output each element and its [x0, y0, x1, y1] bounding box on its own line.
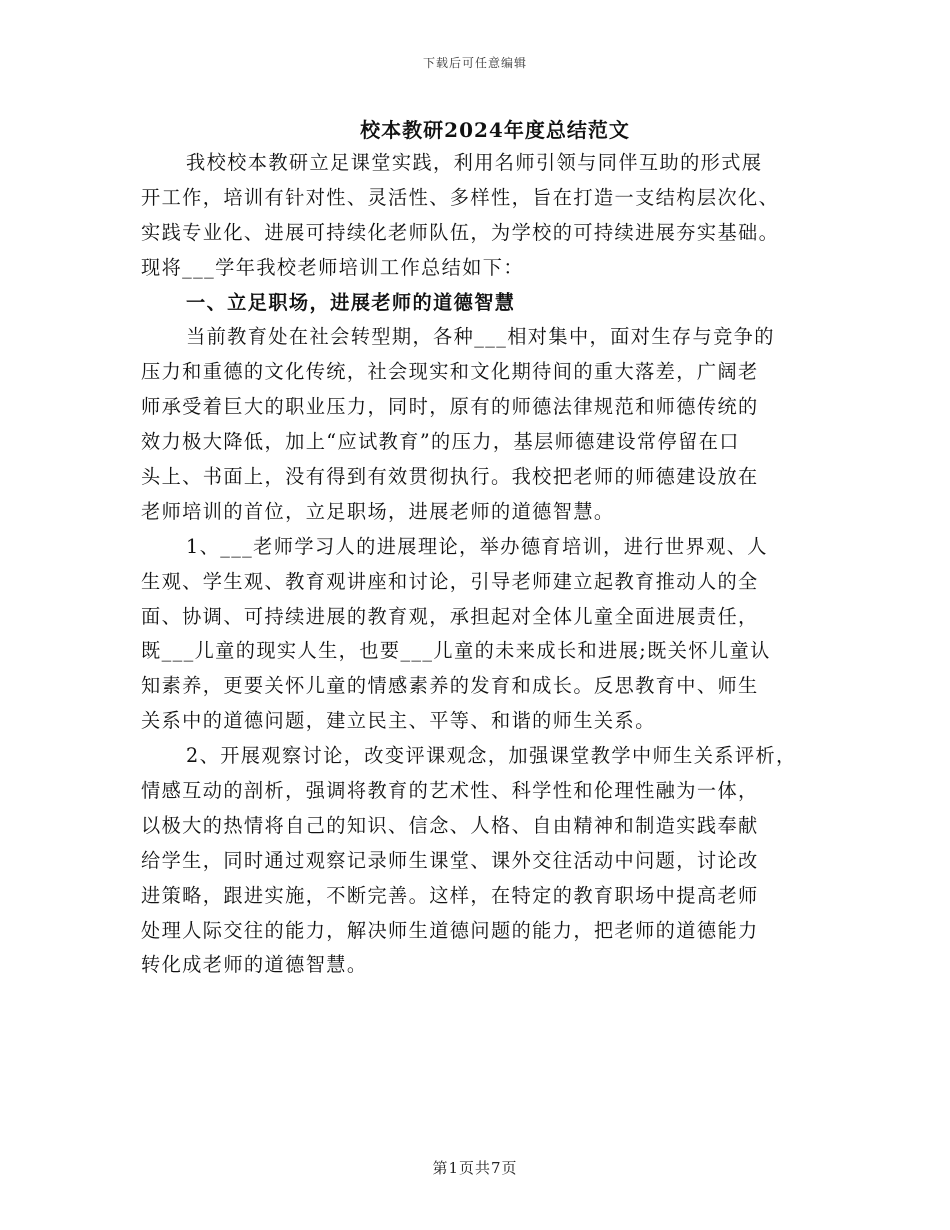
document-body — [141, 146, 821, 983]
item-2-line-2: 情感互动的剖析，强调将教育的艺术性、科学性和伦理性融为一体， — [141, 779, 759, 803]
item-1-line-1: 1、___老师学习人的进展理论，举办德育培训，进行世界观、人 — [186, 534, 768, 558]
intro-line-3: 实践专业化、进展可持续化老师队伍，为学校的可持续进展夯实基础。 — [141, 220, 780, 244]
item-2-line-4: 给学生，同时通过观察记录师生课堂、课外交往活动中问题，讨论改 — [141, 848, 759, 872]
item-1-line-4: 既___儿童的现实人生，也要___儿童的未来成长和进展;既关怀儿童认 — [141, 639, 771, 663]
section-1-line-6: 老师培训的首位，立足职场，进展老师的道德智慧。 — [141, 499, 615, 523]
header-note: 下载后可任意编辑 — [422, 56, 527, 70]
item-1-line-5: 知素养，更要关怀儿童的情感素养的发育和成长。反思教育中、师生 — [141, 674, 759, 698]
item-2-line-3: 以极大的热情将自己的知识、信念、人格、自由精神和制造实践奉献 — [141, 813, 759, 837]
item-2-line-6: 处理人际交往的能力，解决师生道德问题的能力，把老师的道德能力 — [141, 918, 759, 942]
section-heading-1: 一、立足职场，进展老师的道德智慧 — [186, 290, 516, 314]
intro-line-4: 现将___学年我校老师培训工作总结如下： — [141, 255, 524, 279]
intro-line-2: 开工作，培训有针对性、灵活性、多样性，旨在打造一支结构层次化、 — [141, 185, 780, 209]
item-2-line-7: 转化成老师的道德智慧。 — [141, 953, 368, 977]
item-2-line-5: 进策略，跟进实施，不断完善。这样，在特定的教育职场中提高老师 — [141, 883, 759, 907]
section-1-line-1: 当前教育处在社会转型期，各种___相对集中，面对生存与竞争的 — [186, 325, 775, 349]
item-1-line-3: 面、协调、可持续进展的教育观，承担起对全体儿童全面进展责任， — [141, 604, 759, 628]
intro-line-1: 我校校本教研立足课堂实践，利用名师引领与同伴互助的形式展 — [186, 151, 763, 174]
document-title: 校本教研2024年度总结范文 — [360, 118, 630, 142]
section-1-line-2: 压力和重德的文化传统，社会现实和文化期待间的重大落差，广阔老 — [141, 360, 759, 384]
item-1-line-6: 关系中的道德问题，建立民主、平等、和谐的师生关系。 — [141, 709, 656, 733]
section-1-line-5: 头上、书面上，没有得到有效贯彻执行。我校把老师的师德建设放在 — [141, 465, 759, 489]
section-1-line-3: 师承受着巨大的职业压力，同时，原有的师德法律规范和师德传统的 — [141, 395, 759, 419]
item-2-line-1: 2、开展观察讨论，改变评课观念，加强课堂教学中师生关系评析， — [186, 744, 797, 768]
section-1-line-4: 效力极大降低，加上“应试教育”的压力，基层师德建设常停留在口 — [141, 430, 740, 454]
item-1-line-2: 生观、学生观、教育观讲座和讨论，引导老师建立起教育推动人的全 — [141, 569, 759, 593]
page-number-footer: 第1页共7页 — [432, 1159, 518, 1177]
